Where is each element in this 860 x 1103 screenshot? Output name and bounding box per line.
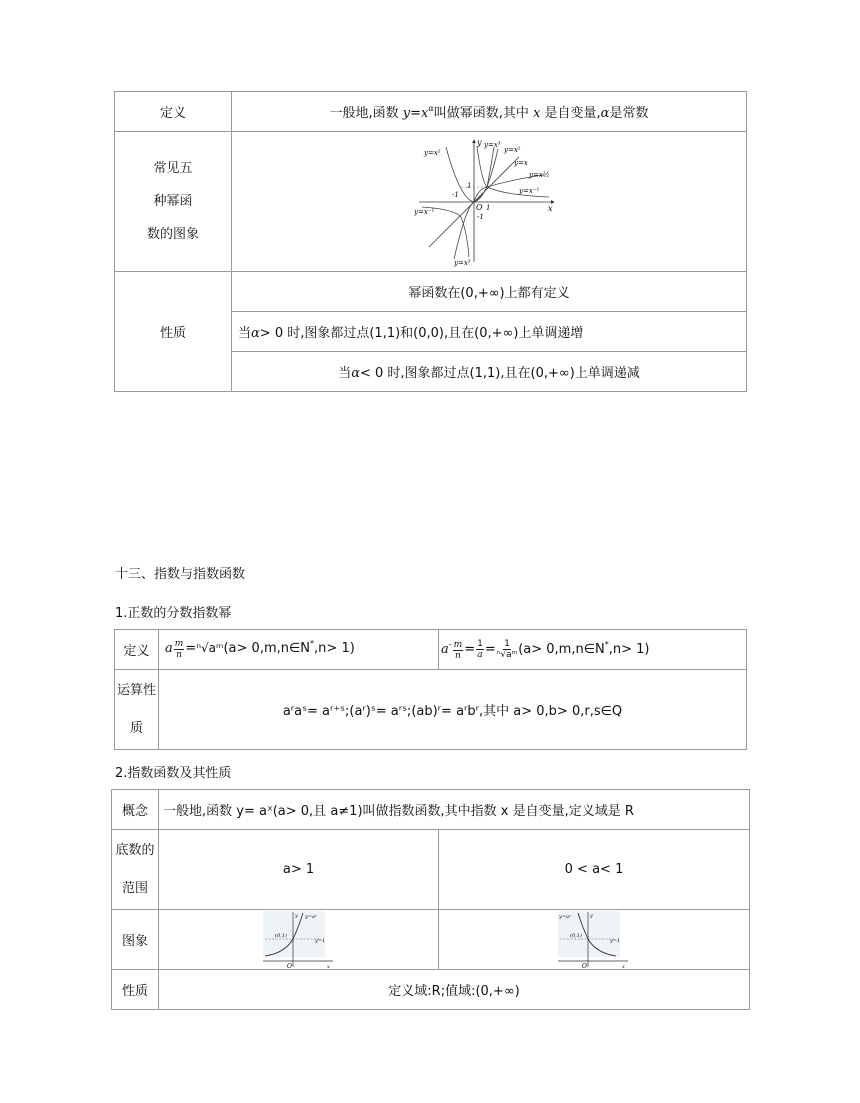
base-label-line-2: 范围 bbox=[121, 880, 148, 896]
prop-2-post: > 0 时,图象都过点(1,1)和(0,0),且在(0,+∞)上单调递增 bbox=[259, 326, 584, 341]
label-neg-one-x: -1 bbox=[452, 190, 459, 199]
concept-text: 一般地,函数 y= aˣ(a> 0,且 a≠1)叫做指数函数,其中指数 x 是自变量,定义域是 R bbox=[159, 790, 750, 830]
def-2-n: n bbox=[455, 650, 461, 661]
base-label-line-1: 底数的 bbox=[115, 842, 155, 858]
def-formula-x: x bbox=[421, 106, 429, 121]
rule-text: aʳaˢ= aʳ⁺ˢ;(aʳ)ˢ= aʳˢ;(ab)ʳ= aʳbʳ,其中 a> 0,b> 0,r,s∈Q bbox=[159, 670, 747, 750]
def-tail: 是常数 bbox=[609, 106, 649, 121]
def-text-post: 叫做幂函数,其中 bbox=[433, 106, 534, 121]
label-x2-top: y=x² bbox=[504, 145, 521, 154]
def-1-root: ⁿ√aᵐ bbox=[196, 641, 224, 655]
range-a-greater-1: a> 1 bbox=[159, 830, 439, 910]
prop-2-pre: 当 bbox=[238, 326, 252, 341]
section-13-title: 十三、指数与指数函数 bbox=[115, 567, 246, 582]
def-2-root: ⁿ√aᵐ bbox=[496, 649, 518, 660]
def-mid: 是自变量, bbox=[540, 106, 601, 121]
label-line: y=1 bbox=[610, 937, 621, 944]
label-y: y bbox=[590, 912, 593, 919]
graph-row-label: 图象 bbox=[112, 910, 159, 970]
property-2 bbox=[232, 312, 747, 352]
def-1-n: n bbox=[176, 650, 182, 660]
prop-2-alpha: α bbox=[251, 326, 260, 341]
label-point: (0,1) bbox=[570, 932, 582, 939]
power-graph-cell bbox=[232, 132, 747, 272]
label-y-axis: y bbox=[477, 137, 482, 147]
rule-label bbox=[115, 670, 159, 750]
frac-def-2: a- $\frac{m}{n}$ = $\frac{1}{a}$ = $\frac{1}{\text{ⁿ√aᵐ}}$ (a> 0,m,n∈N*,n> 1) bbox=[439, 630, 747, 670]
exponential-function-table bbox=[111, 789, 750, 1010]
label-curve: y=aˣ bbox=[559, 913, 571, 920]
power-function-table bbox=[114, 91, 747, 392]
property-1: 幂函数在(0,+∞)上都有定义 bbox=[232, 272, 747, 312]
base-range-label bbox=[112, 830, 159, 910]
concept-label: 概念 bbox=[112, 790, 159, 830]
exp-graph-2-cell bbox=[439, 910, 750, 970]
def-formula-alpha: α bbox=[428, 104, 434, 113]
label-x-half: y=x½ bbox=[529, 170, 550, 179]
label-x-axis: x bbox=[548, 203, 553, 213]
def-2-star: * bbox=[604, 639, 609, 649]
prop-3-alpha: α bbox=[351, 366, 360, 381]
label-x-linear: y=x bbox=[514, 158, 528, 167]
def-2-base: a bbox=[441, 641, 449, 657]
def-1-base: a bbox=[165, 641, 173, 656]
def-1-m: m bbox=[174, 639, 184, 649]
label-x3-bottom: y=x³ bbox=[454, 258, 471, 267]
label-x: x bbox=[326, 963, 330, 969]
def-1-cond: (a> 0,m,n∈N bbox=[223, 641, 311, 656]
def-2-one-b: 1 bbox=[504, 638, 510, 649]
def-alpha: α bbox=[600, 106, 610, 121]
rule-label-line-2: 质 bbox=[129, 720, 143, 736]
def-2-one: 1 bbox=[477, 638, 483, 649]
def-2-cond: (a> 0,m,n∈N bbox=[518, 641, 605, 657]
label-origin: O bbox=[582, 962, 587, 969]
def-2-m: m bbox=[453, 639, 463, 650]
label-one-x: 1 bbox=[486, 203, 491, 212]
graph-label-line-3: 数的图象 bbox=[146, 227, 199, 242]
label-y: y bbox=[294, 912, 298, 919]
definition-text bbox=[232, 92, 747, 132]
exp-property-text: 定义域:R;值域:(0,+∞) bbox=[159, 970, 750, 1010]
subsection-1-title: 1.正数的分数指数幂 bbox=[115, 606, 232, 621]
label-neg-one-y: -1 bbox=[477, 212, 484, 221]
power-functions-graph bbox=[414, 137, 564, 267]
frac-def-1: a $\frac{m}{n}$ =ⁿ√aᵐ(a> 0,m,n∈N*,n> 1) bbox=[159, 630, 439, 670]
label-one-y: 1 bbox=[467, 181, 472, 190]
range-a-between-0-1: 0 < a< 1 bbox=[439, 830, 750, 910]
def-formula-eq: = bbox=[410, 106, 422, 121]
label-origin: O bbox=[476, 202, 483, 212]
label-line: y=1 bbox=[314, 937, 325, 944]
def-1-tail: ,n> 1) bbox=[314, 641, 355, 656]
def-2-den: a bbox=[477, 649, 483, 660]
subsection-2-title: 2.指数函数及其性质 bbox=[115, 766, 232, 781]
prop-3-pre: 当 bbox=[338, 366, 352, 381]
label-origin: O bbox=[286, 962, 292, 969]
frac-def-label: 定义 bbox=[115, 630, 159, 670]
def-text-pre: 一般地,函数 bbox=[329, 106, 403, 121]
exp-graph-decreasing bbox=[558, 911, 630, 969]
property-label: 性质 bbox=[115, 272, 232, 392]
def-formula-y: y bbox=[402, 106, 411, 121]
def-x: x bbox=[533, 106, 541, 121]
label-x-inverse: y=x⁻¹ bbox=[519, 186, 540, 195]
def-2-tail: ,n> 1) bbox=[608, 641, 650, 657]
rule-label-line-1: 运算性 bbox=[116, 682, 156, 698]
graph-label bbox=[115, 132, 232, 272]
exp-property-label: 性质 bbox=[112, 970, 159, 1010]
property-3 bbox=[232, 352, 747, 392]
graph-label-line-2: 种幂函 bbox=[153, 194, 193, 209]
label-x: x bbox=[622, 963, 625, 969]
label-point: (0,1) bbox=[274, 932, 287, 939]
label-x3-top: y=x³ bbox=[484, 140, 501, 149]
def-2-neg-exp: - bbox=[448, 639, 452, 649]
def-1-star: * bbox=[310, 639, 315, 648]
graph-label-line-1: 常见五 bbox=[153, 161, 193, 176]
definition-label: 定义 bbox=[115, 92, 232, 132]
fractional-exponent-table bbox=[114, 629, 747, 750]
label-curve: y=aˣ bbox=[304, 913, 317, 920]
label-x-inverse-left: y=x⁻¹ bbox=[414, 207, 435, 216]
prop-3-post: < 0 时,图象都过点(1,1),且在(0,+∞)上单调递减 bbox=[360, 366, 640, 381]
label-x2-left: y=x² bbox=[424, 148, 441, 157]
exp-graph-1-cell bbox=[159, 910, 439, 970]
exp-graph-increasing bbox=[263, 911, 335, 969]
